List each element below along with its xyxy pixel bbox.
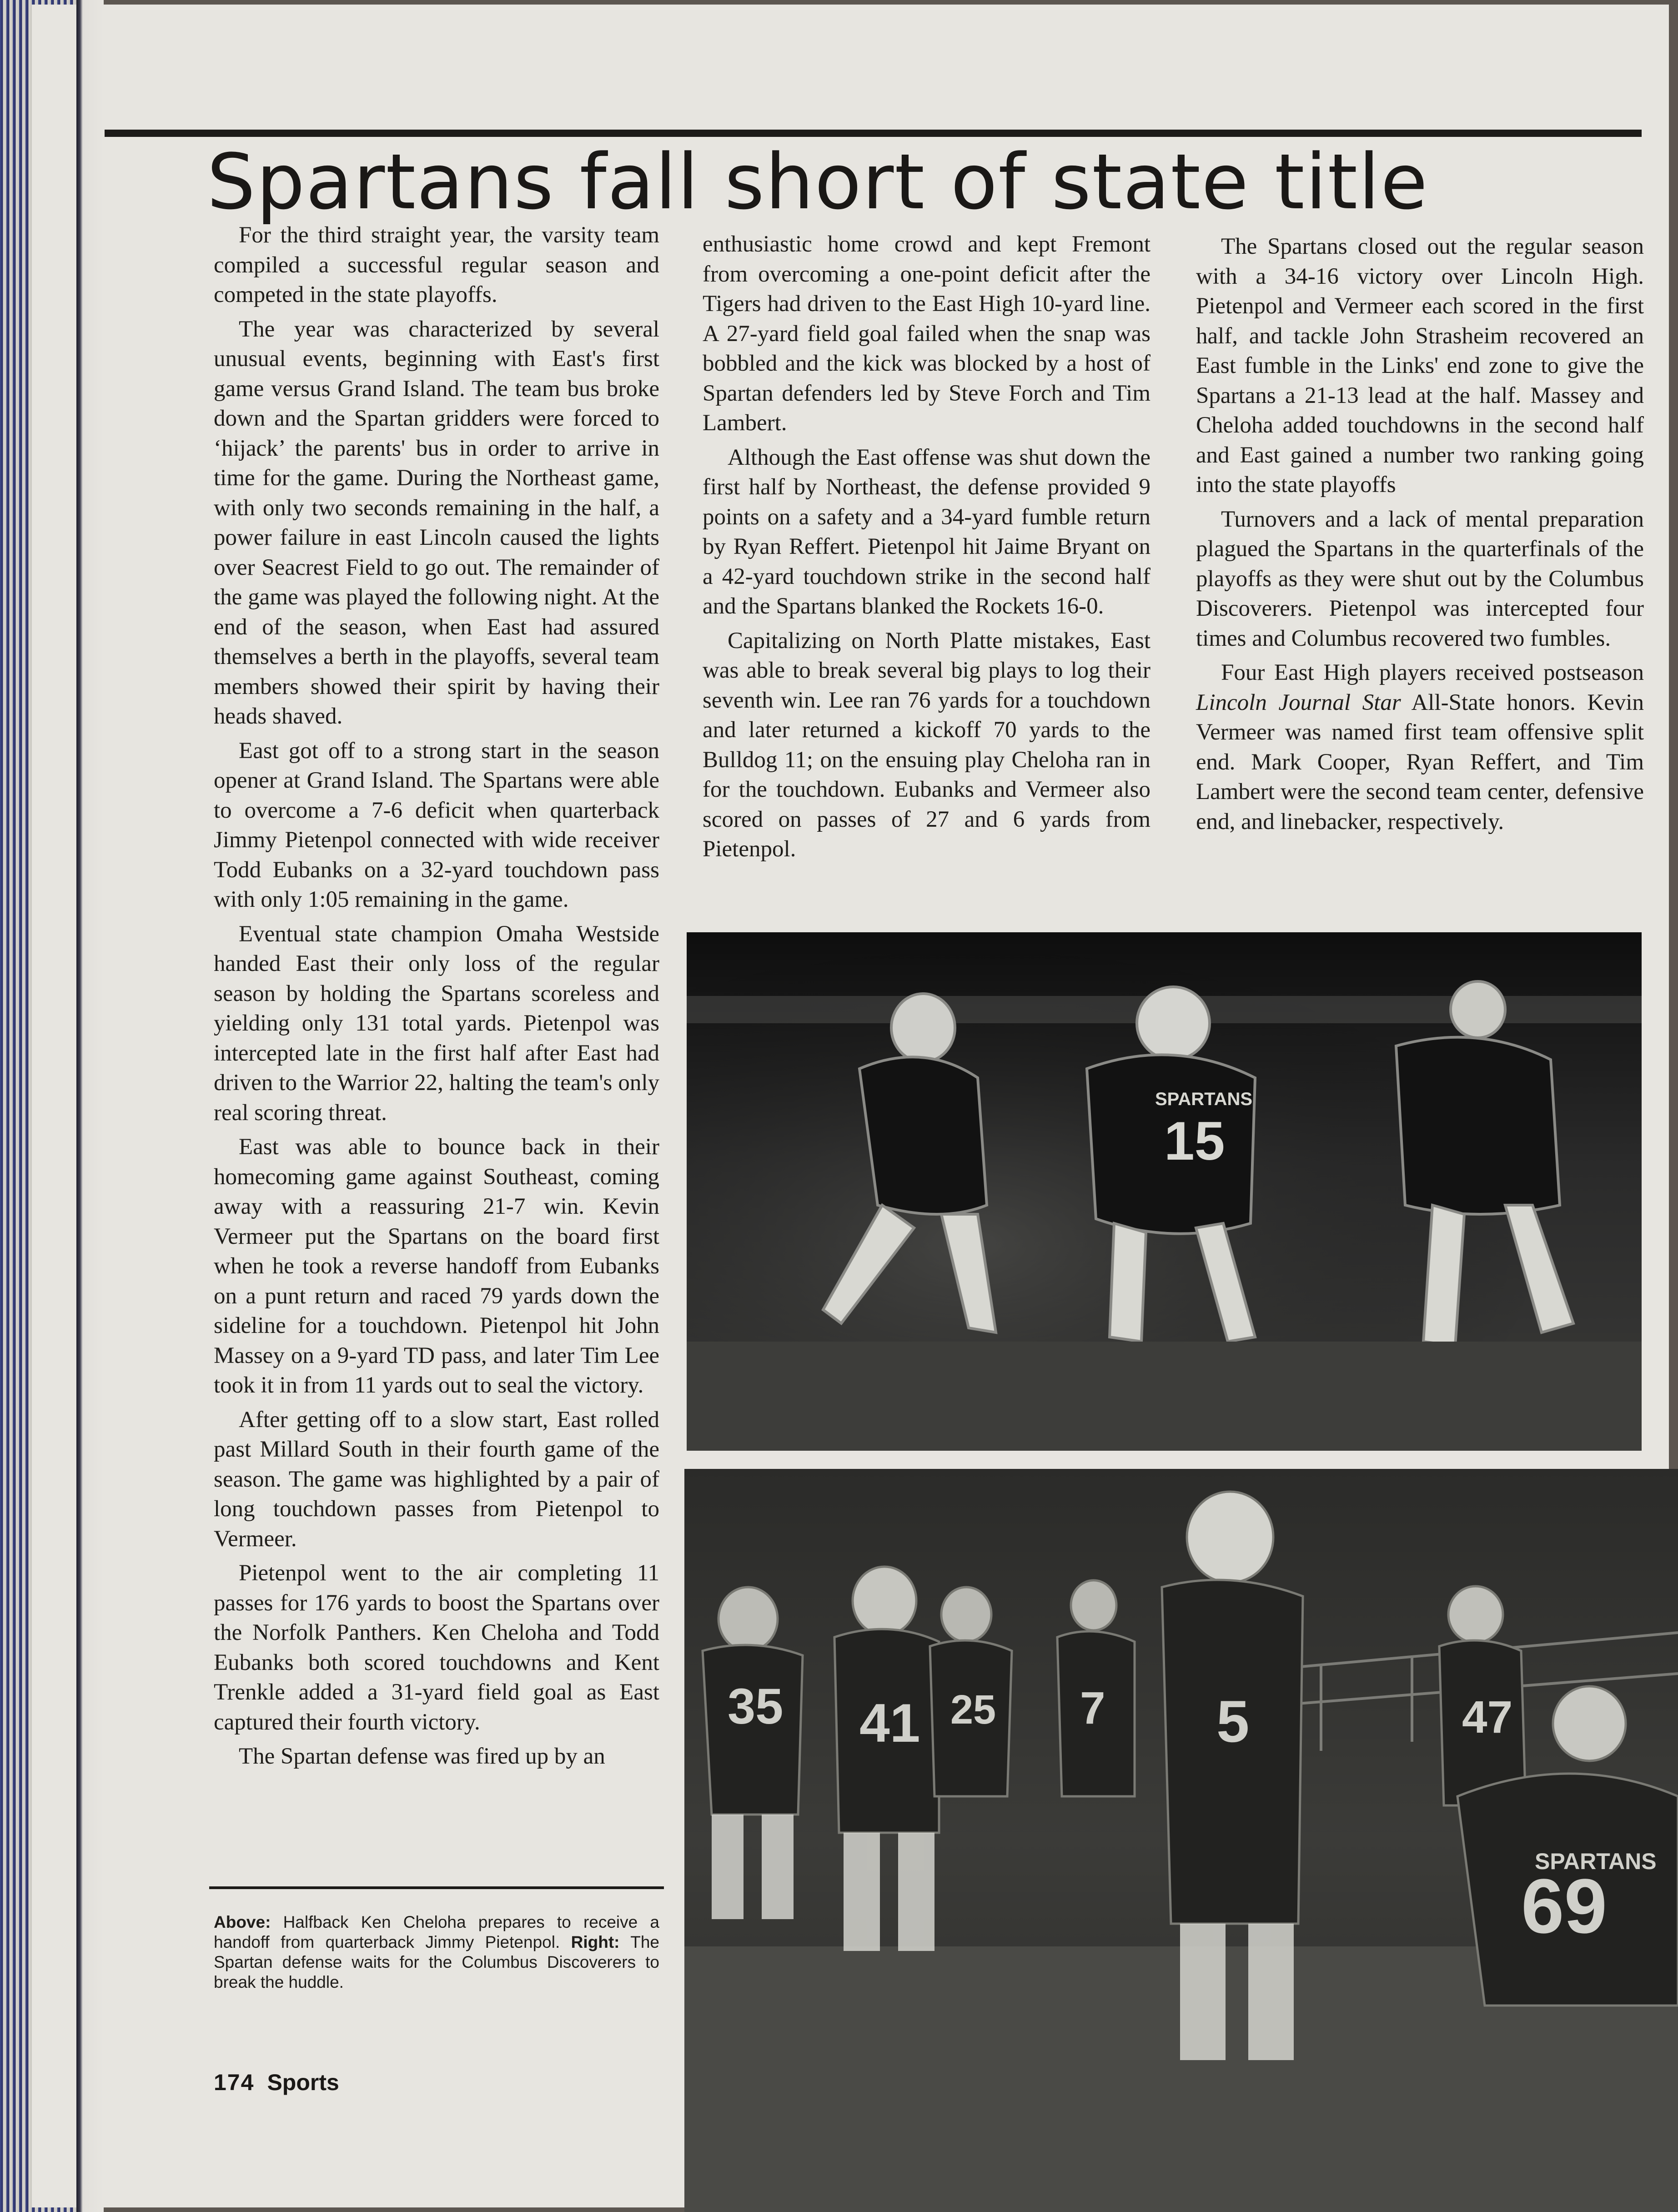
text-run: All-State honors. Kevin Vermeer was named first team offensive split end. Mark Cooper, Ryan Reffert, and Tim Lambert were the second team center, defensive end, and linebacker, respectively. [1196, 689, 1644, 835]
binding-gutter [76, 0, 104, 2212]
jersey-number: 5 [1216, 1688, 1250, 1755]
photo-defense-image [684, 1469, 1678, 2212]
paragraph: After getting off to a slow start, East rolled past Millard South in their fourth game of the season. The game was highlighted by a pair of long touchdown passes from Pietenpol to Vermeer. [214, 1407, 659, 1552]
jersey-text: SPARTANS [1155, 1089, 1253, 1109]
jersey-number: 25 [950, 1687, 996, 1733]
paragraph: Pietenpol went to the air completing 11 passes for 176 yards to boost the Spartans over the Norfolk Panthers. Ken Cheloha and Todd Eubanks both scored touchdowns and Kent Trenkle added a 31-yard field goal as East captured their fourth victory. [214, 1560, 659, 1735]
caption-text: Halfback Ken Cheloha prepares to receive a handoff from quarterback Jimmy Pietenpol. [214, 1913, 659, 1951]
paragraph: Capitalizing on North Platte mistakes, East was able to break several big plays to log their seventh win. Lee ran 76 yards for a touchdown and later returned a kickoff 70 yards to the Bulldog 11; on the ensuing play Cheloha ran in for the touchdown. Eubanks and Vermeer also scored on passes of 27 and 6 yards from Pietenpol. [703, 628, 1150, 862]
caption-label: Right: [571, 1933, 620, 1951]
jersey-number: 41 [859, 1693, 920, 1754]
page-title: Spartans fall short of state title [207, 137, 1429, 226]
page-footer [214, 2069, 339, 2096]
article-column-1 [214, 221, 659, 1776]
paragraph: The year was characterized by several unusual events, beginning with East's first game versus Grand Island. The team bus broke down and the Spartan gridders were forced to ‘hijack’ the parents' bus in order to arrive in time for the game. During the Northeast game, with only two seconds remaining in the half, a power failure in east Lincoln caused the lights over Seacrest Field to go out. The remainder of the game was played the following night. At the end of the season, when East had assured themselves a berth in the playoffs, several team members showed their spirit by having their heads shaved. [214, 316, 659, 729]
text-run: Four East High players received postseason [1221, 660, 1644, 685]
paragraph: enthusiastic home crowd and kept Fremont from overcoming a one-point deficit after the Tigers had driven to the East High 10-yard line. A 27-yard field goal failed when the snap was bobbled and the kick was blocked by a host of Spartan defenders led by Steve Forch and Tim Lambert. [703, 231, 1150, 436]
jersey-number: 47 [1462, 1692, 1513, 1743]
publication-name: Lincoln Journal Star [1196, 689, 1401, 715]
jersey-number: 15 [1164, 1111, 1225, 1171]
photo-caption [214, 1912, 659, 1992]
section-name: Sports [267, 2070, 339, 2095]
photo-defense [684, 1469, 1678, 2212]
paragraph [1196, 658, 1644, 837]
jersey-number: 35 [728, 1679, 784, 1734]
page-number: 174 [214, 2070, 255, 2095]
jersey-number: 7 [1080, 1683, 1105, 1734]
paragraph: The Spartans closed out the regular season with a 34-16 victory over Lincoln High. Pietenpol and Vermeer each scored in the first half, and tackle John Strasheim recovered an East fumble in the Links' end zone to give the Spartans a 21-13 lead at the half. Massey and Cheloha added touchdowns in the second half and East gained a number two ranking going into the state playoffs [1196, 234, 1644, 498]
article-column-2 [703, 230, 1150, 869]
paragraph: Turnovers and a lack of mental preparation plagued the Spartans in the quarterfinals of the playoffs as they were shut out by the Columbus Discoverers. Pietenpol was intercepted four times and Columbus recovered two fumbles. [1196, 506, 1644, 651]
paragraph: Although the East offense was shut down the first half by Northeast, the defense provided 9 points on a safety and a 34-yard fumble return by Ryan Reffert. Pietenpol hit Jaime Bryant on a 42-yard touchdown strike in the second half and the Spartans blanked the Rockets 16-0. [703, 444, 1150, 619]
jersey-number: 69 [1521, 1863, 1608, 1950]
caption-text: The Spartan defense waits for the Columbus Discoverers to break the huddle. [214, 1933, 660, 1991]
header-rule [105, 130, 1642, 137]
photo-handoff [687, 932, 1642, 1451]
caption-rule [209, 1886, 664, 1889]
jersey-text: SPARTANS [1535, 1849, 1657, 1874]
paragraph: East was able to bounce back in their homecoming game against Southeast, coming away with a reassuring 21-7 win. Kevin Vermeer put the Spartans on the board first when he took a reverse handoff from Eubanks on a punt return and raced 79 yards down the sideline for a touchdown. Pietenpol hit John Massey on a 9-yard TD pass, and later Tim Lee took it in from 11 yards out to seal the victory. [214, 1134, 659, 1398]
caption-label: Above: [214, 1913, 271, 1931]
photo-handoff-image [687, 932, 1642, 1451]
paragraph: The Spartan defense was fired up by an [239, 1744, 605, 1769]
paragraph: Eventual state champion Omaha Westside handed East their only loss of the regular season by holding the Spartans scoreless and yielding only 131 total yards. Pietenpol was intercepted late in the first half after East had driven to the Warrior 22, halting the team's only real scoring threat. [214, 921, 659, 1126]
paragraph: For the third straight year, the varsity team compiled a successful regular season and competed in the state playoffs. [214, 222, 659, 307]
paragraph: East got off to a strong start in the season opener at Grand Island. The Spartans were able to overcome a 7-6 deficit when quarterback Jimmy Pietenpol connected with wide receiver Todd Eubanks on a 32-yard touchdown pass with only 1:05 remaining in the game. [214, 738, 659, 912]
article-column-3 [1196, 232, 1644, 841]
